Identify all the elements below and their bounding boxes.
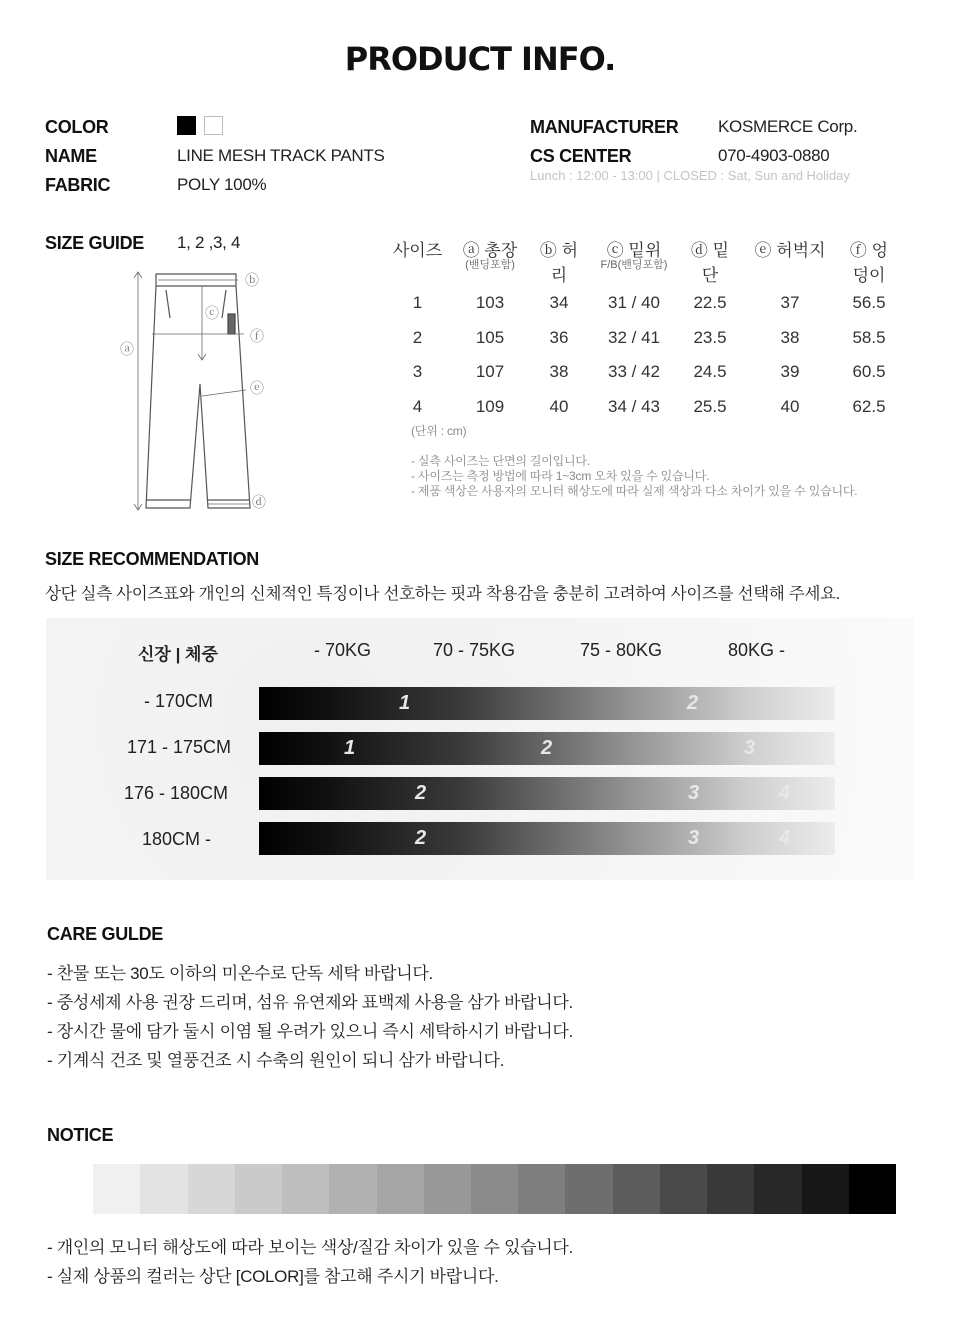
- color-swatch-black: [177, 116, 196, 135]
- care-line-1: - 찬물 또는 30도 이하의 미온수로 단독 세탁 바랍니다.: [47, 964, 433, 983]
- recommendation-corner: 신장 | 체중: [138, 645, 218, 664]
- cs-center-phone: 070-4903-0880: [718, 146, 830, 165]
- gray-swatch: [329, 1164, 376, 1214]
- cell: 1: [412, 293, 423, 313]
- table-row: [390, 390, 893, 425]
- care-line-2: - 중성세제 사용 권장 드리며, 섬유 유연제와 표백제 사용을 삼가 바랍니다.: [47, 993, 573, 1012]
- recommendation-bar-3: [259, 777, 835, 810]
- gray-swatch: [707, 1164, 754, 1214]
- size-mark: 4: [779, 782, 791, 804]
- cell: 4: [412, 396, 423, 416]
- gray-swatch: [235, 1164, 282, 1214]
- size-note-2: - 사이즈는 측정 방법에 따라 1~3cm 오차 있을 수 있습니다.: [411, 469, 710, 483]
- marker-b: ⓑ: [245, 272, 259, 288]
- size-mark: 2: [415, 782, 427, 804]
- gray-swatch: [754, 1164, 801, 1214]
- gray-swatch: [802, 1164, 849, 1214]
- height-range-3: 176 - 180CM: [124, 783, 229, 803]
- marker-f: ⓕ: [250, 328, 264, 344]
- gray-swatch: [660, 1164, 707, 1214]
- size-mark: 1: [344, 737, 356, 759]
- cell: 58.5: [852, 327, 886, 347]
- size-note-1: - 실측 사이즈는 단면의 길이입니다.: [411, 454, 590, 468]
- cell: 22.5: [693, 293, 727, 313]
- size-table-header: [390, 236, 893, 286]
- size-mark: 3: [688, 827, 700, 849]
- fabric-label: FABRIC: [45, 175, 111, 195]
- table-row: [390, 286, 893, 321]
- name-label: NAME: [45, 146, 97, 166]
- weight-range-2: 70 - 75KG: [433, 640, 516, 660]
- care-guide-label: CARE GULDE: [47, 924, 164, 944]
- color-swatch-white: [204, 116, 223, 135]
- cell: 38: [549, 362, 569, 382]
- cs-center-label: CS CENTER: [530, 146, 632, 166]
- gray-swatch: [377, 1164, 424, 1214]
- gray-swatch: [46, 1164, 93, 1214]
- grayscale-strip: [46, 1164, 896, 1214]
- size-note-3: - 제품 색상은 사용자의 모니터 해상도에 따라 실제 색상과 다소 차이가 있을 수 있습니다.: [411, 484, 858, 498]
- size-mark: 3: [744, 737, 756, 759]
- color-swatches: [177, 116, 223, 135]
- size-mark: 2: [541, 737, 553, 759]
- notice-line-1: - 개인의 모니터 해상도에 따라 보이는 색상/질감 차이가 있을 수 있습니다.: [47, 1238, 573, 1257]
- cell: 56.5: [852, 293, 886, 313]
- cell: 38: [780, 327, 800, 347]
- size-guide-label: SIZE GUIDE: [45, 233, 145, 253]
- size-mark: 2: [415, 827, 427, 849]
- header-length: ⓐ 총장 (밴딩포함): [462, 241, 518, 271]
- cell: 31 / 40: [608, 293, 660, 313]
- gray-swatch: [282, 1164, 329, 1214]
- header-size: 사이즈: [392, 241, 443, 260]
- cell: 23.5: [693, 327, 727, 347]
- header-rise: ⓒ 밑위 F/B(밴딩포함): [600, 241, 668, 271]
- header-waist: ⓑ 허리: [539, 241, 579, 285]
- header-hip: ⓕ 엉덩이: [849, 241, 889, 285]
- header-thigh: ⓔ 허벅지: [754, 241, 826, 260]
- weight-range-3: 75 - 80KG: [580, 640, 663, 660]
- gray-swatch: [93, 1164, 140, 1214]
- cell: 60.5: [852, 362, 886, 382]
- gray-swatch: [613, 1164, 660, 1214]
- care-line-3: - 장시간 물에 담가 둘시 이염 될 우려가 있으니 즉시 세탁하시기 바랍니다.: [47, 1022, 573, 1041]
- cell: 3: [412, 362, 423, 382]
- marker-c: ⓒ: [205, 305, 219, 321]
- cell: 107: [475, 362, 505, 382]
- size-recommendation-label: SIZE RECOMMENDATION: [45, 549, 259, 569]
- care-line-4: - 기계식 건조 및 열풍건조 시 수축의 원인이 되니 삼가 바랍니다.: [47, 1051, 505, 1070]
- header-hem: ⓓ 밑단: [690, 241, 730, 285]
- manufacturer-value: KOSMERCE Corp.: [718, 117, 858, 136]
- name-value: LINE MESH TRACK PANTS: [177, 146, 385, 165]
- recommendation-bar-1: [259, 687, 835, 720]
- cell: 39: [780, 362, 800, 382]
- notice-line-2: - 실제 상품의 컬러는 상단 [COLOR]를 참고해 주시기 바랍니다.: [47, 1267, 499, 1286]
- height-range-1: - 170CM: [144, 691, 214, 711]
- recommendation-bar-2: [259, 732, 835, 765]
- cell: 2: [412, 327, 423, 347]
- cell: 62.5: [852, 396, 886, 416]
- size-mark: 1: [399, 692, 411, 714]
- cell: 32 / 41: [608, 327, 660, 347]
- size-mark: 4: [779, 827, 791, 849]
- cell: 36: [549, 327, 569, 347]
- cell: 33 / 42: [608, 362, 660, 382]
- marker-e: ⓔ: [250, 380, 264, 396]
- size-mark: 3: [688, 782, 700, 804]
- gray-swatch: [424, 1164, 471, 1214]
- cell: 34 / 43: [608, 396, 660, 416]
- marker-a: ⓐ: [120, 341, 134, 357]
- cell: 34: [549, 293, 569, 313]
- height-range-4: 180CM -: [142, 829, 212, 849]
- table-row: [390, 321, 893, 356]
- weight-range-1: - 70KG: [314, 640, 372, 660]
- size-mark: 2: [687, 692, 699, 714]
- gray-swatch: [849, 1164, 896, 1214]
- cell: 105: [475, 327, 505, 347]
- cell: 24.5: [693, 362, 727, 382]
- recommendation-bar-4: [259, 822, 835, 855]
- marker-d: ⓓ: [252, 494, 266, 510]
- size-guide-sizes: 1, 2 ,3, 4: [177, 233, 241, 252]
- cell: 40: [549, 396, 569, 416]
- cell: 109: [475, 396, 505, 416]
- cell: 37: [780, 293, 800, 313]
- page-title: PRODUCT INFO.: [344, 40, 616, 78]
- gray-swatch: [518, 1164, 565, 1214]
- gray-swatch: [471, 1164, 518, 1214]
- cell: 40: [780, 396, 800, 416]
- size-table: [390, 236, 893, 424]
- unit-note: (단위 : cm): [411, 424, 467, 438]
- size-recommendation-description: 상단 실측 사이즈표와 개인의 신체적인 특징이나 선호하는 핏과 착용감을 충분히 고려하여 사이즈를 선택해 주세요.: [45, 585, 841, 603]
- gray-swatch: [188, 1164, 235, 1214]
- cs-hours: Lunch : 12:00 - 13:00 | CLOSED : Sat, Sun and Holiday: [530, 168, 850, 183]
- manufacturer-label: MANUFACTURER: [530, 117, 679, 137]
- table-row: [390, 355, 893, 390]
- gray-swatch: [140, 1164, 187, 1214]
- cell: 103: [475, 293, 505, 313]
- gray-swatch: [565, 1164, 612, 1214]
- weight-range-4: 80KG -: [728, 640, 786, 660]
- height-range-2: 171 - 175CM: [127, 737, 232, 757]
- fabric-value: POLY 100%: [177, 175, 267, 194]
- cell: 25.5: [693, 396, 727, 416]
- color-label: COLOR: [45, 117, 109, 137]
- notice-label: NOTICE: [47, 1125, 114, 1145]
